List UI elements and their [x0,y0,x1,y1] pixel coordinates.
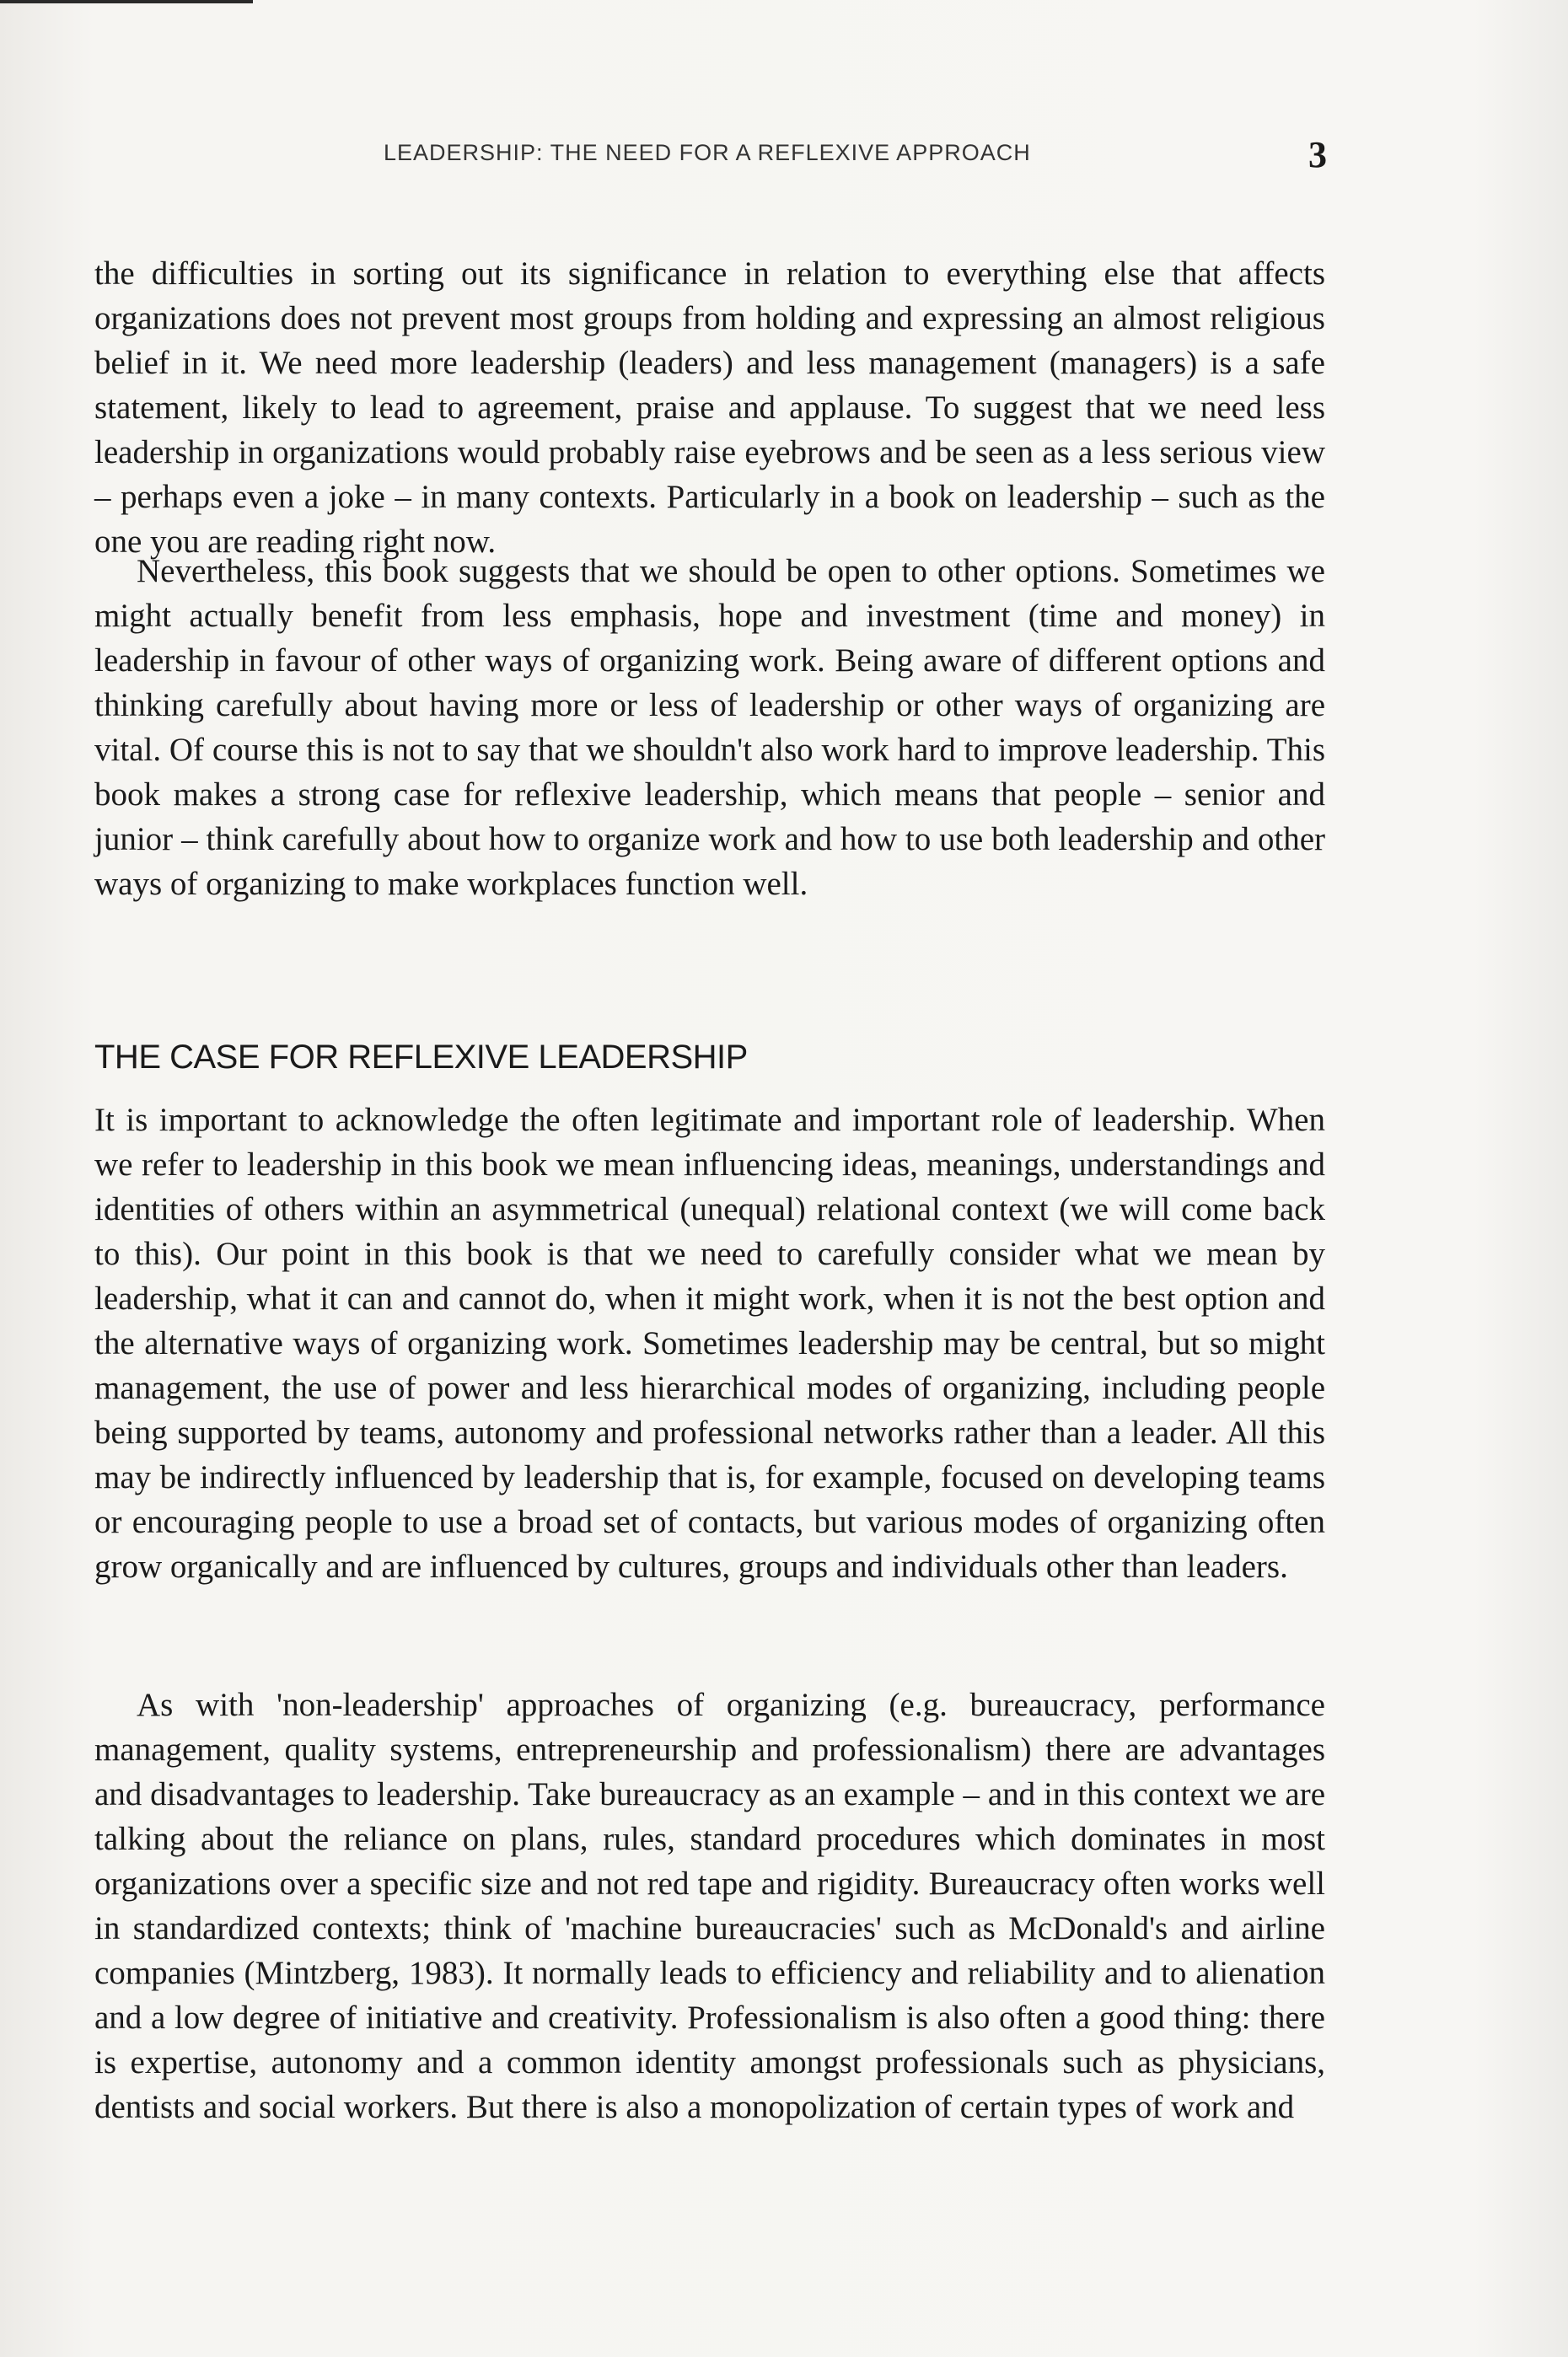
running-head: LEADERSHIP: THE NEED FOR A REFLEXIVE APPROACH [384,140,1031,165]
paragraph-nevertheless: Nevertheless, this book suggests that we should be open to other options. Sometimes we might actually benefit from less emphasis, hope and investment (time and money) in leadership in favour of other ways of organizing work. Being aware of different options and thinking carefully about having more or less of leadership or other ways of organizing are vital. Of course this is not to say that we shouldn't also work hard to improve leadership. This book makes a strong case for reflexive leadership, which means that people – senior and junior – think carefully about how to organize work and how to use both leadership and other ways of organizing to make workplaces function well. [94,553,1325,902]
page-number: 3 [1308,134,1327,175]
paragraph-continued: the difficulties in sorting out its significance in relation to everything else that affects organizations does not prevent most groups from holding and expressing an almost religious belief in it. We need more leadership (leaders) and less management (managers) is a safe statement, likely to lead to agreement, praise and applause. To suggest that we need less leadership in organizations would probably raise eyebrows and be seen as a less serious view – perhaps even a joke – in many contexts. Particularly in a book on leadership – such as the one you are reading right now. [94,255,1325,560]
paragraph-case-for-leadership: It is important to acknowledge the often legitimate and important role of leadership. When we refer to leadership in this book we mean influencing ideas, meanings, understandings and identities of others within an asymmetrical (unequal) relational context (we will come back to this). Our point in this book is that we need to carefully consider what we mean by leadership, what it can and cannot do, when it might work, when it is not the best option and the alternative ways of organizing work. Sometimes leadership may be central, but so might management, the use of power and less hierarchical modes of organizing, including people being supported by teams, autonomy and professional networks rather than a leader. All this may be indirectly influenced by leadership that is, for example, focused on developing teams or encouraging people to use a broad set of contacts, but various modes of organizing often grow organically and are influenced by cultures, groups and individuals other than leaders. [94,1102,1325,1585]
section-heading: THE CASE FOR REFLEXIVE LEADERSHIP [94,1039,748,1076]
page-edge-shadow [0,0,253,3]
paragraph-non-leadership: As with 'non-leadership' approaches of organizing (e.g. bureaucracy, performance management, quality systems, entrepreneurship and professionalism) there are advantages and disadvantages to leadership. Take bureaucracy as an example – and in this context we are talking about the reliance on plans, rules, standard procedures which dominates in most organizations over a specific size and not red tape and rigidity. Bureaucracy often works well in standardized contexts; think of 'machine bureaucracies' such as McDonald's and airline companies (Mintzberg, 1983). It normally leads to efficiency and reliability and to alienation and a low degree of initiative and creativity. Professionalism is also often a good thing: there is expertise, autonomy and a common identity amongst professionals such as physicians, dentists and social workers. But there is also a monopolization of certain types of work and [94,1687,1325,2125]
